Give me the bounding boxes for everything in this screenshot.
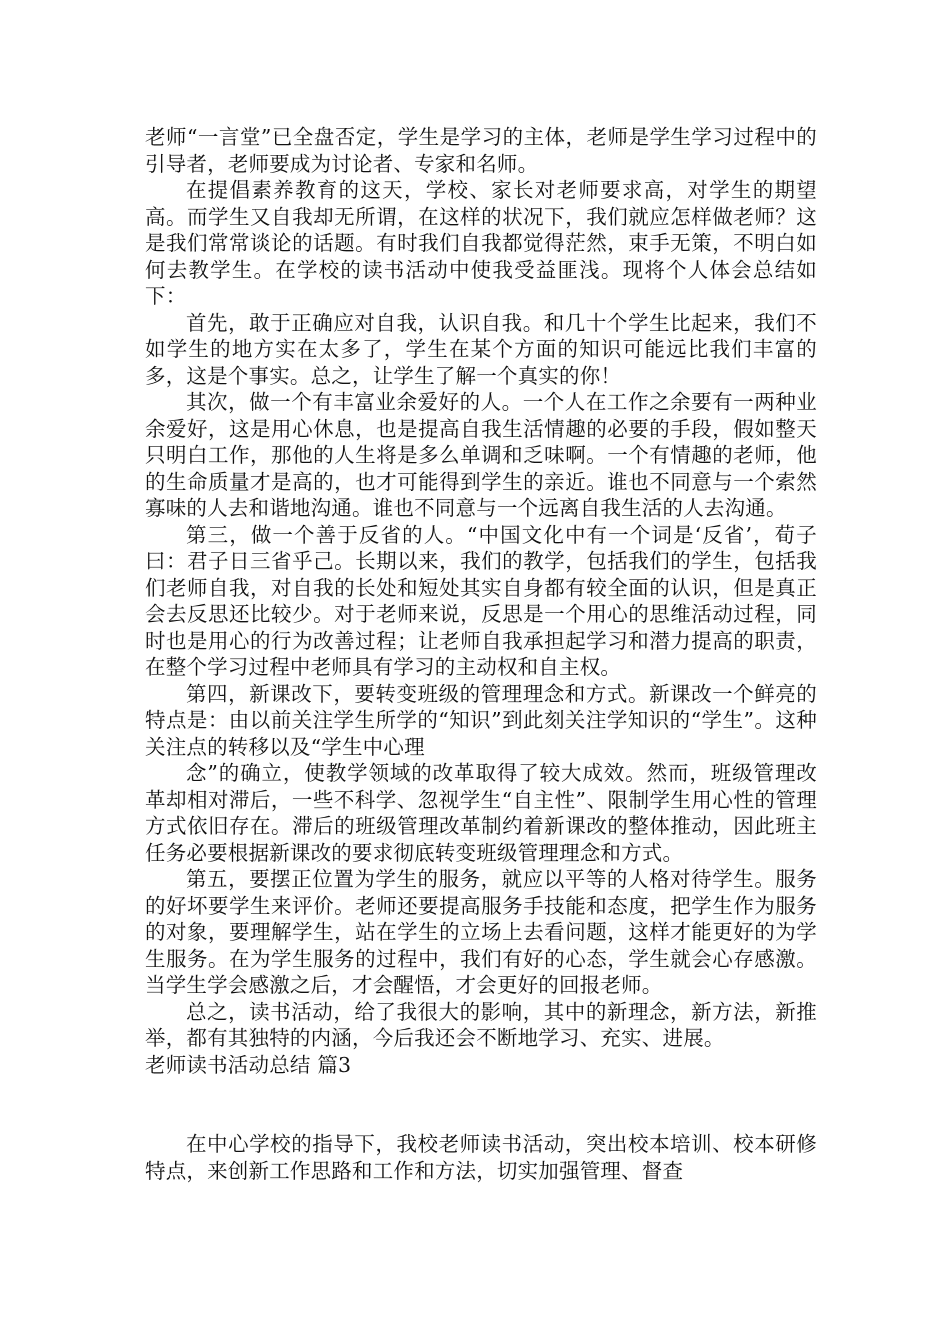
document-body [145,124,817,1184]
paragraph-background: 在提倡素养教育的这天，学校、家长对老师要求高，对学生的期望高。而学生又自我却无所谓，在这样的状况下，我们就应怎样做老师？这是我们常常谈论的话题。有时我们自我都觉得茫然，束手无策，不明白如何去教学生。在学校的读书活动中使我受益匪浅。现将个人体会总结如下： [145,178,817,308]
paragraph-fifth-point: 第五，要摆正位置为学生的服务，就应以平等的人格对待学生。服务的好坏要学生来评价。老师还要提高服务手技能和态度，把学生作为服务的对象，要理解学生，站在学生的立场上去看问题，这样才能更好的为学生服务。在为学生服务的过程中，我们有好的心态，学生就会心存感激。当学生学会感激之后，才会醒悟，才会更好的回报老师。 [145,867,817,997]
paragraph-fourth-point: 第四，新课改下，要转变班级的管理理念和方式。新课改一个鲜亮的特点是：由以前关注学生所学的“知识”到此刻关注学知识的“学生”。这种关注点的转移以及“学生中心理 [145,681,817,759]
paragraph-section3-start: 在中心学校的指导下，我校老师读书活动，突出校本培训、校本研修特点，来创新工作思路和工作和方法，切实加强管理、督查 [145,1132,817,1183]
section-heading: 老师读书活动总结 篇3 [145,1052,352,1077]
paragraph-third-point: 第三，做一个善于反省的人。“中国文化中有一个词是‘反省’，荀子曰：君子日三省乎己。长期以来，我们的教学，包括我们的学生，包括我们老师自我，对自我的长处和短处其实自身都有较全面的认识，但是真正会去反思还比较少。对于老师来说，反思是一个用心的思维活动过程，同时也是用心的行为改善过程；让老师自我承担起学习和潜力提高的职责，在整个学习过程中老师具有学习的主动权和自主权。 [145,522,817,679]
paragraph-intro: 老师“一言堂”已全盘否定，学生是学习的主体，老师是学生学习过程中的引导者，老师要成为讨论者、专家和名师。 [145,125,817,176]
section-spacer [145,1078,817,1131]
paragraph-second-point: 其次，做一个有丰富业余爱好的人。一个人在工作之余要有一两种业余爱好，这是用心休息，也是提高自我生活情趣的必要的手段，假如整天只明白工作，那他的人生将是多么单调和乏味啊。一个有情趣的老师，他的生命质量才是高的，也才可能得到学生的亲近。谁也不同意与一个索然寡味的人去和谐地沟通。谁也不同意与一个远离自我生活的人去沟通。 [145,390,817,520]
paragraph-first-point: 首先，敢于正确应对自我，认识自我。和几十个学生比起来，我们不如学生的地方实在太多了，学生在某个方面的知识可能远比我们丰富的多，这是个事实。总之，让学生了解一个真实的你！ [145,310,817,388]
paragraph-conclusion: 总之，读书活动，给了我很大的影响，其中的新理念，新方法，新推举，都有其独特的内涵，今后我还会不断地学习、充实、进展。 [145,999,817,1050]
paragraph-fourth-point-continued: 念”的确立，使教学领域的改革取得了较大成效。然而，班级管理改革却相对滞后，一些不科学、忽视学生“自主性”、限制学生用心性的管理方式依旧存在。滞后的班级管理改革制约着新课改的整体推动，因此班主任务必要根据新课改的要求彻底转变班级管理理念和方式。 [145,761,817,865]
